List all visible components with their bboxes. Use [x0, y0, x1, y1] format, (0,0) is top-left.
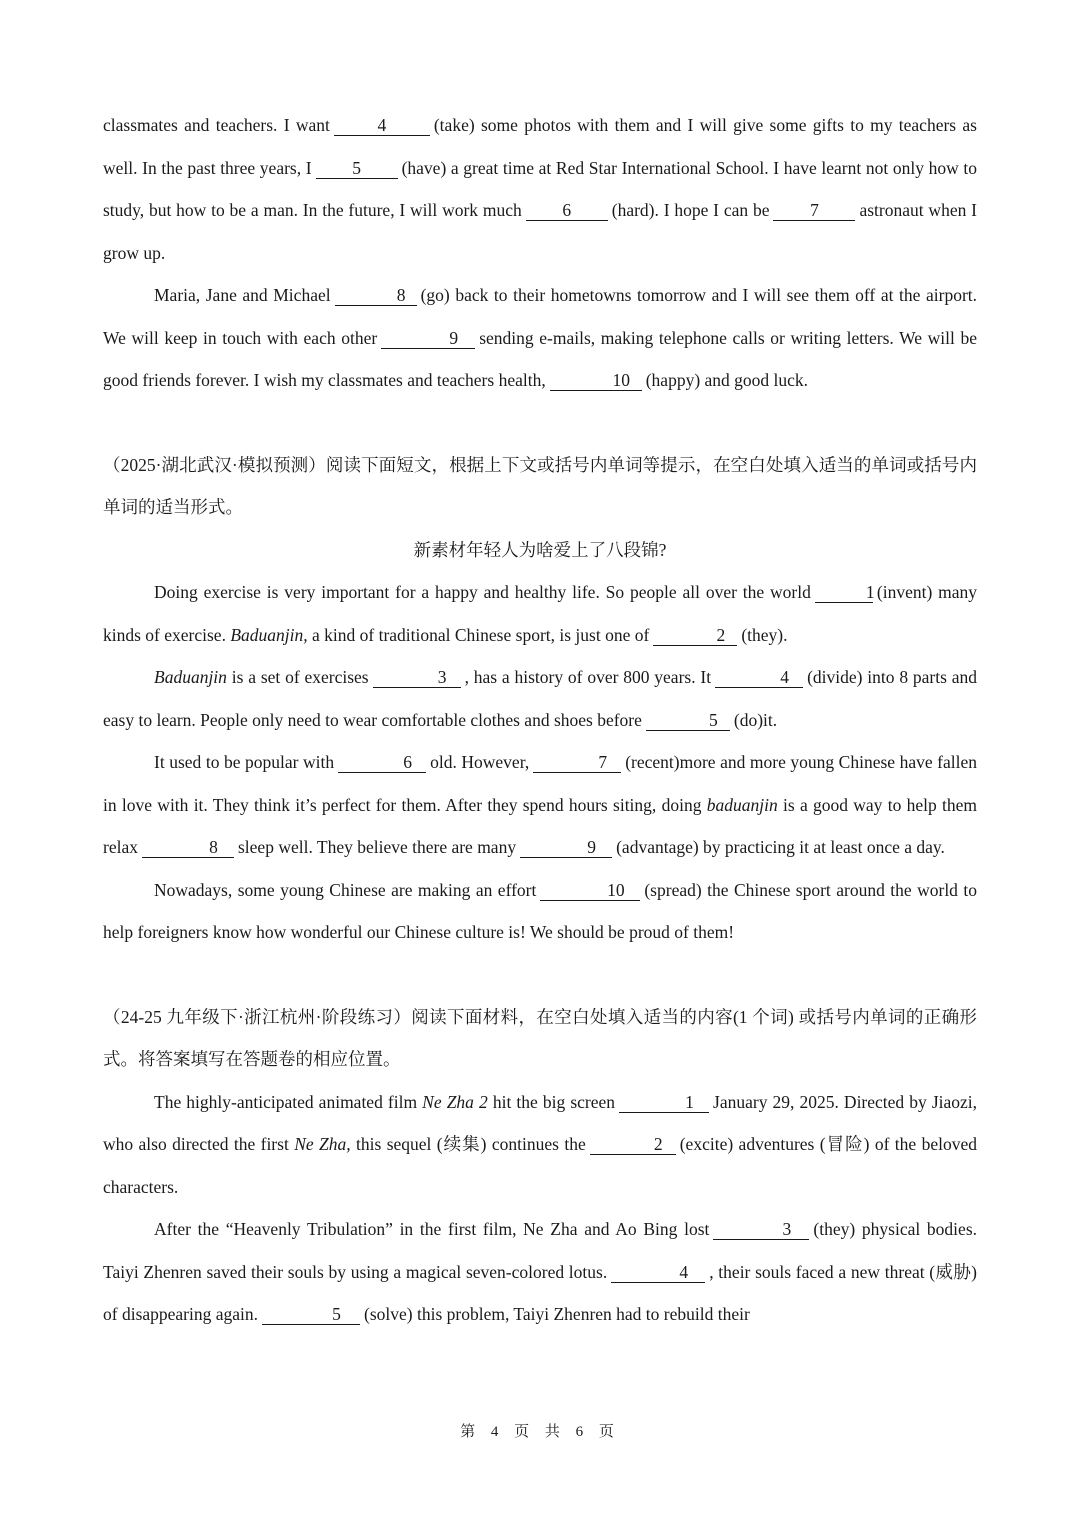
passage3-paragraph2: [103, 1208, 977, 1336]
text: (do)it.: [733, 709, 778, 730]
text: It used to be popular with: [154, 752, 335, 772]
passage2-paragraph2: [103, 656, 977, 741]
text: , has a history of over 800 years. It: [464, 667, 712, 687]
passage3-paragraph1: [103, 1081, 977, 1209]
term-baduanjin: baduanjin: [706, 794, 778, 815]
text: (go) back to their hometowns tomorrow and I will see them off at the airport. We will keep in touch with each other: [103, 285, 978, 348]
blank-4[interactable]: 4: [334, 115, 430, 136]
text: (recent)more and more young Chinese have fallen in love with it. They think it’s perfect for them. After they spend hours siting, doing: [103, 752, 977, 815]
blank-4[interactable]: 4: [715, 667, 803, 688]
text: Nowadays, some young Chinese are making an effort: [154, 879, 537, 900]
blank-3[interactable]: 3: [373, 667, 461, 688]
blank-2[interactable]: 2: [653, 625, 737, 646]
blank-9[interactable]: 9: [520, 837, 612, 858]
blank-9[interactable]: 9: [381, 328, 475, 349]
blank-1[interactable]: 1: [619, 1092, 709, 1113]
blank-6[interactable]: 6: [526, 200, 608, 221]
blank-8[interactable]: 8: [335, 285, 417, 306]
blank-2[interactable]: 2: [590, 1134, 676, 1155]
passage2-paragraph3: [103, 741, 977, 869]
term-baduanjin: Baduanjin: [154, 667, 227, 687]
blank-1[interactable]: 1: [815, 582, 873, 603]
text: (advantage) by practicing it at least once a day.: [616, 837, 945, 857]
blank-7[interactable]: 7: [773, 200, 855, 221]
blank-7[interactable]: 7: [533, 752, 621, 773]
text: classmates and teachers. I want: [103, 115, 330, 135]
term-baduanjin: Baduanjin,: [230, 624, 308, 645]
text: is a good way to help them relax: [103, 794, 978, 857]
blank-10[interactable]: 10: [540, 880, 640, 901]
text: (they) physical bodies. Taiyi Zhenren saved their souls by using a magical seven-colored lotus.: [103, 1219, 977, 1282]
text: Doing exercise is very important for a happy and healthy life. So people all over the world: [154, 582, 811, 602]
passage2-title: 新素材年轻人为啥爱上了八段锦?: [413, 539, 667, 560]
text: After the “Heavenly Tribulation” in the first film, Ne Zha and Ao Bing lost: [154, 1219, 710, 1239]
text: , their souls faced a new threat (威胁) of disappearing again.: [103, 1261, 977, 1324]
text: sending e-mails, making telephone calls or writing letters. We will be good friends forever. I wish my classmates and teachers health,: [103, 327, 977, 390]
document-body: [103, 104, 977, 1336]
text: (hard). I hope I can be: [611, 200, 770, 220]
text: (divide) into 8 parts and easy to learn. People only need to wear comfortable clothes and shoes before: [103, 667, 978, 730]
film-title: Ne Zha,: [294, 1134, 351, 1154]
blank-3[interactable]: 3: [713, 1219, 809, 1240]
text: (excite) adventures (冒险) of the beloved characters.: [103, 1134, 977, 1197]
film-title: Ne Zha 2: [422, 1091, 488, 1112]
blank-10[interactable]: 10: [550, 370, 642, 391]
text: a kind of traditional Chinese sport, is just one of: [312, 624, 650, 645]
text: (solve) this problem, Taiyi Zhenren had to rebuild their: [364, 1304, 750, 1324]
blank-5[interactable]: 5: [646, 710, 730, 731]
passage2-paragraph4: [103, 869, 977, 954]
passage2-instruction: （2025·湖北武汉·模拟预测）阅读下面短文，根据上下文或括号内单词等提示，在空白处填入适当的单词或括号内单词的适当形式。: [103, 454, 977, 517]
page-footer: 第 4 页 共 6 页: [460, 1424, 620, 1440]
passage1-paragraph2: [103, 274, 977, 402]
blank-6[interactable]: 6: [338, 752, 426, 773]
text: (have) a great time at Red Star International School. I have learnt not only how to study, but how to be a man. In the future, I will work much: [103, 157, 977, 220]
text: sleep well. They believe there are many: [237, 837, 517, 857]
passage3-instruction: （24-25 九年级下·浙江杭州·阶段练习）阅读下面材料，在空白处填入适当的内容(1 个词) 或括号内单词的正确形式。将答案填写在答题卷的相应位置。: [103, 1006, 977, 1069]
text: Maria, Jane and Michael: [154, 285, 331, 305]
passage1-paragraph1: [103, 104, 977, 274]
text: The highly-anticipated animated film: [154, 1091, 418, 1112]
text: (take) some photos with them and I will give some gifts to my teachers as well. In the past three years, I: [103, 115, 977, 178]
text: (they).: [741, 624, 788, 645]
text: January 29, 2025. Directed by Jiaozi, who also directed the first: [103, 1091, 978, 1154]
blank-4[interactable]: 4: [611, 1262, 705, 1283]
blank-5[interactable]: 5: [316, 158, 398, 179]
text: (spread) the Chinese sport around the world to help foreigners know how wonderful our Chinese culture is! We should be proud of them!: [103, 879, 977, 942]
text: is a set of exercises: [231, 667, 369, 687]
text: (happy) and good luck.: [645, 370, 809, 390]
text: old. However,: [430, 752, 530, 772]
text: (invent) many kinds of exercise.: [103, 582, 978, 645]
text: astronaut when I grow up.: [103, 200, 977, 263]
blank-5[interactable]: 5: [262, 1304, 360, 1325]
blank-8[interactable]: 8: [142, 837, 234, 858]
passage2-paragraph1: [103, 571, 977, 656]
text: this sequel (续集) continues the: [356, 1134, 586, 1154]
text: hit the big screen: [492, 1091, 616, 1112]
